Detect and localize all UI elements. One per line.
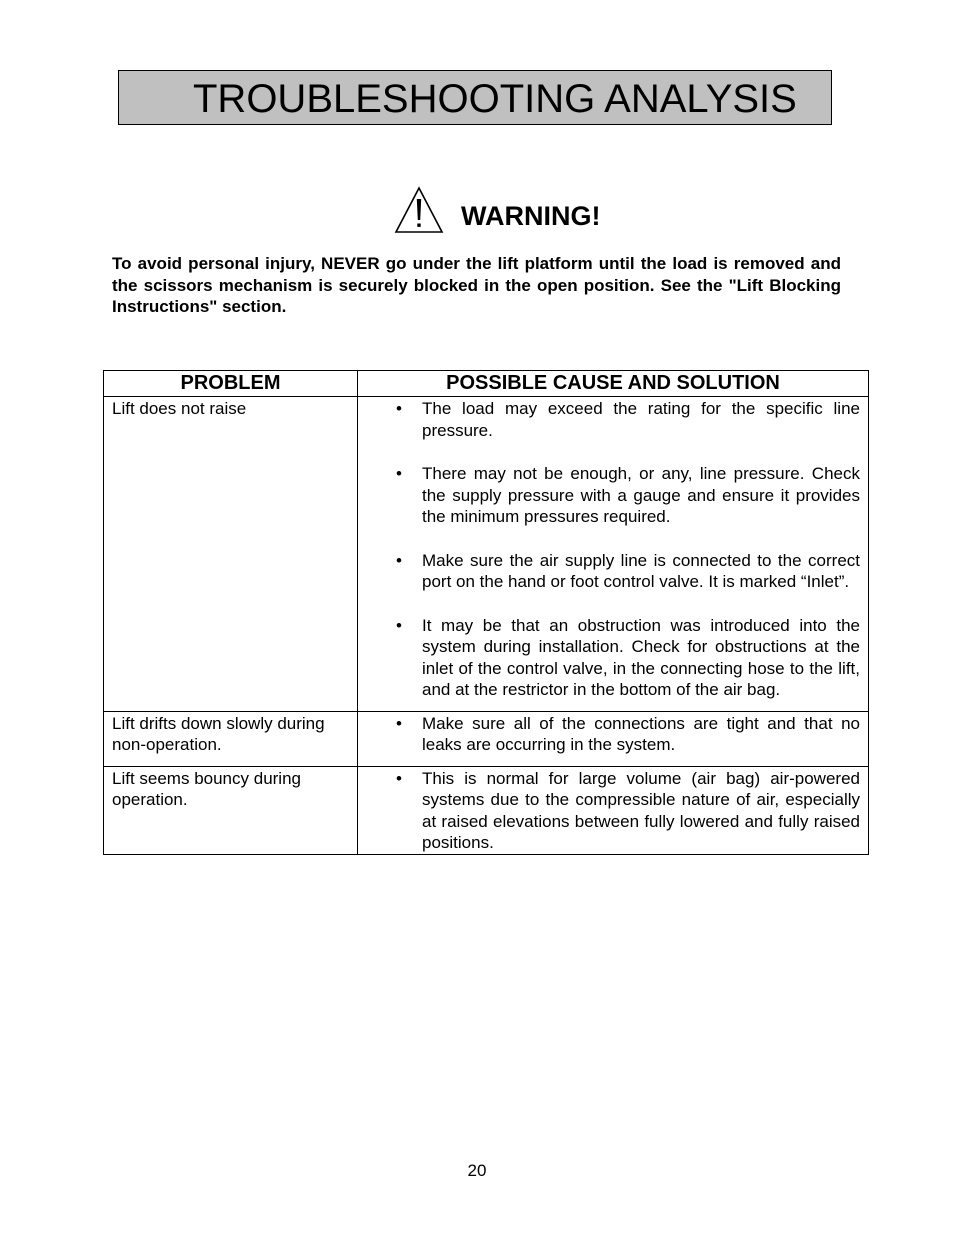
- problem-cell: [104, 711, 358, 766]
- solution-text: Make sure the air supply line is connected to the correct port on the hand or foot control valve. It is marked “Inlet”.: [422, 550, 860, 591]
- bullet-icon: •: [396, 464, 402, 483]
- page-title: TROUBLESHOOTING ANALYSIS: [193, 77, 797, 121]
- problem-cell: [104, 397, 358, 712]
- troubleshooting-table: [103, 370, 869, 855]
- bullet-icon: •: [396, 713, 402, 733]
- warning-title: WARNING!: [461, 201, 601, 231]
- bullet-icon: •: [396, 615, 402, 635]
- solution-cell: [358, 711, 869, 766]
- page-number: 20: [467, 1161, 487, 1180]
- solution-item: [358, 615, 860, 701]
- bullet-icon: •: [396, 768, 402, 788]
- solution-cell: [358, 397, 869, 712]
- solution-text: It may be that an obstruction was introduced into the system during installation. Check for obstructions at the inlet of the control valve, in the connecting hose to the lift, and at the restrictor in the bottom of the air bag.: [422, 615, 860, 699]
- solution-item: [358, 550, 860, 593]
- solution-text: This is normal for large volume (air bag) air-powered systems due to the compressible nature of air, especially at raised elevations between fully lowered and fully raised positions.: [422, 768, 860, 852]
- solution-item: [358, 713, 860, 756]
- problem-text: Lift does not raise: [112, 399, 247, 418]
- table-row: [104, 766, 869, 854]
- solution-text: The load may exceed the rating for the specific line pressure.: [422, 399, 860, 440]
- table-header-row: [104, 371, 869, 397]
- table-row: [104, 711, 869, 766]
- solution-list: [358, 713, 868, 766]
- solution-list: [358, 398, 868, 711]
- table-row: [104, 397, 869, 712]
- problem-text: Lift drifts down slowly during non-operation.: [112, 713, 325, 754]
- warning-message: To avoid personal injury, NEVER go under the lift platform until the load is removed and the scissors mechanism is securely blocked in the open position. See the "Lift Blocking Instructions" section.: [112, 254, 841, 316]
- solution-text: There may not be enough, or any, line pressure. Check the supply pressure with a gauge and ensure it provides the minimum pressures required.: [422, 464, 860, 526]
- bullet-icon: •: [396, 399, 402, 418]
- header-solution: POSSIBLE CAUSE AND SOLUTION: [358, 371, 869, 397]
- solution-cell: [358, 766, 869, 854]
- problem-text: Lift seems bouncy during operation.: [112, 768, 301, 809]
- solution-item: [358, 398, 860, 441]
- solution-list: [358, 768, 868, 854]
- title-banner: [118, 70, 832, 125]
- header-problem: PROBLEM: [104, 371, 358, 397]
- solution-text: Make sure all of the connections are tight and that no leaks are occurring in the system.: [422, 713, 860, 754]
- solution-item: [358, 768, 860, 854]
- problem-cell: [104, 766, 358, 854]
- warning-triangle-icon: [394, 186, 444, 234]
- solution-item: [358, 463, 860, 528]
- bullet-icon: •: [396, 550, 402, 570]
